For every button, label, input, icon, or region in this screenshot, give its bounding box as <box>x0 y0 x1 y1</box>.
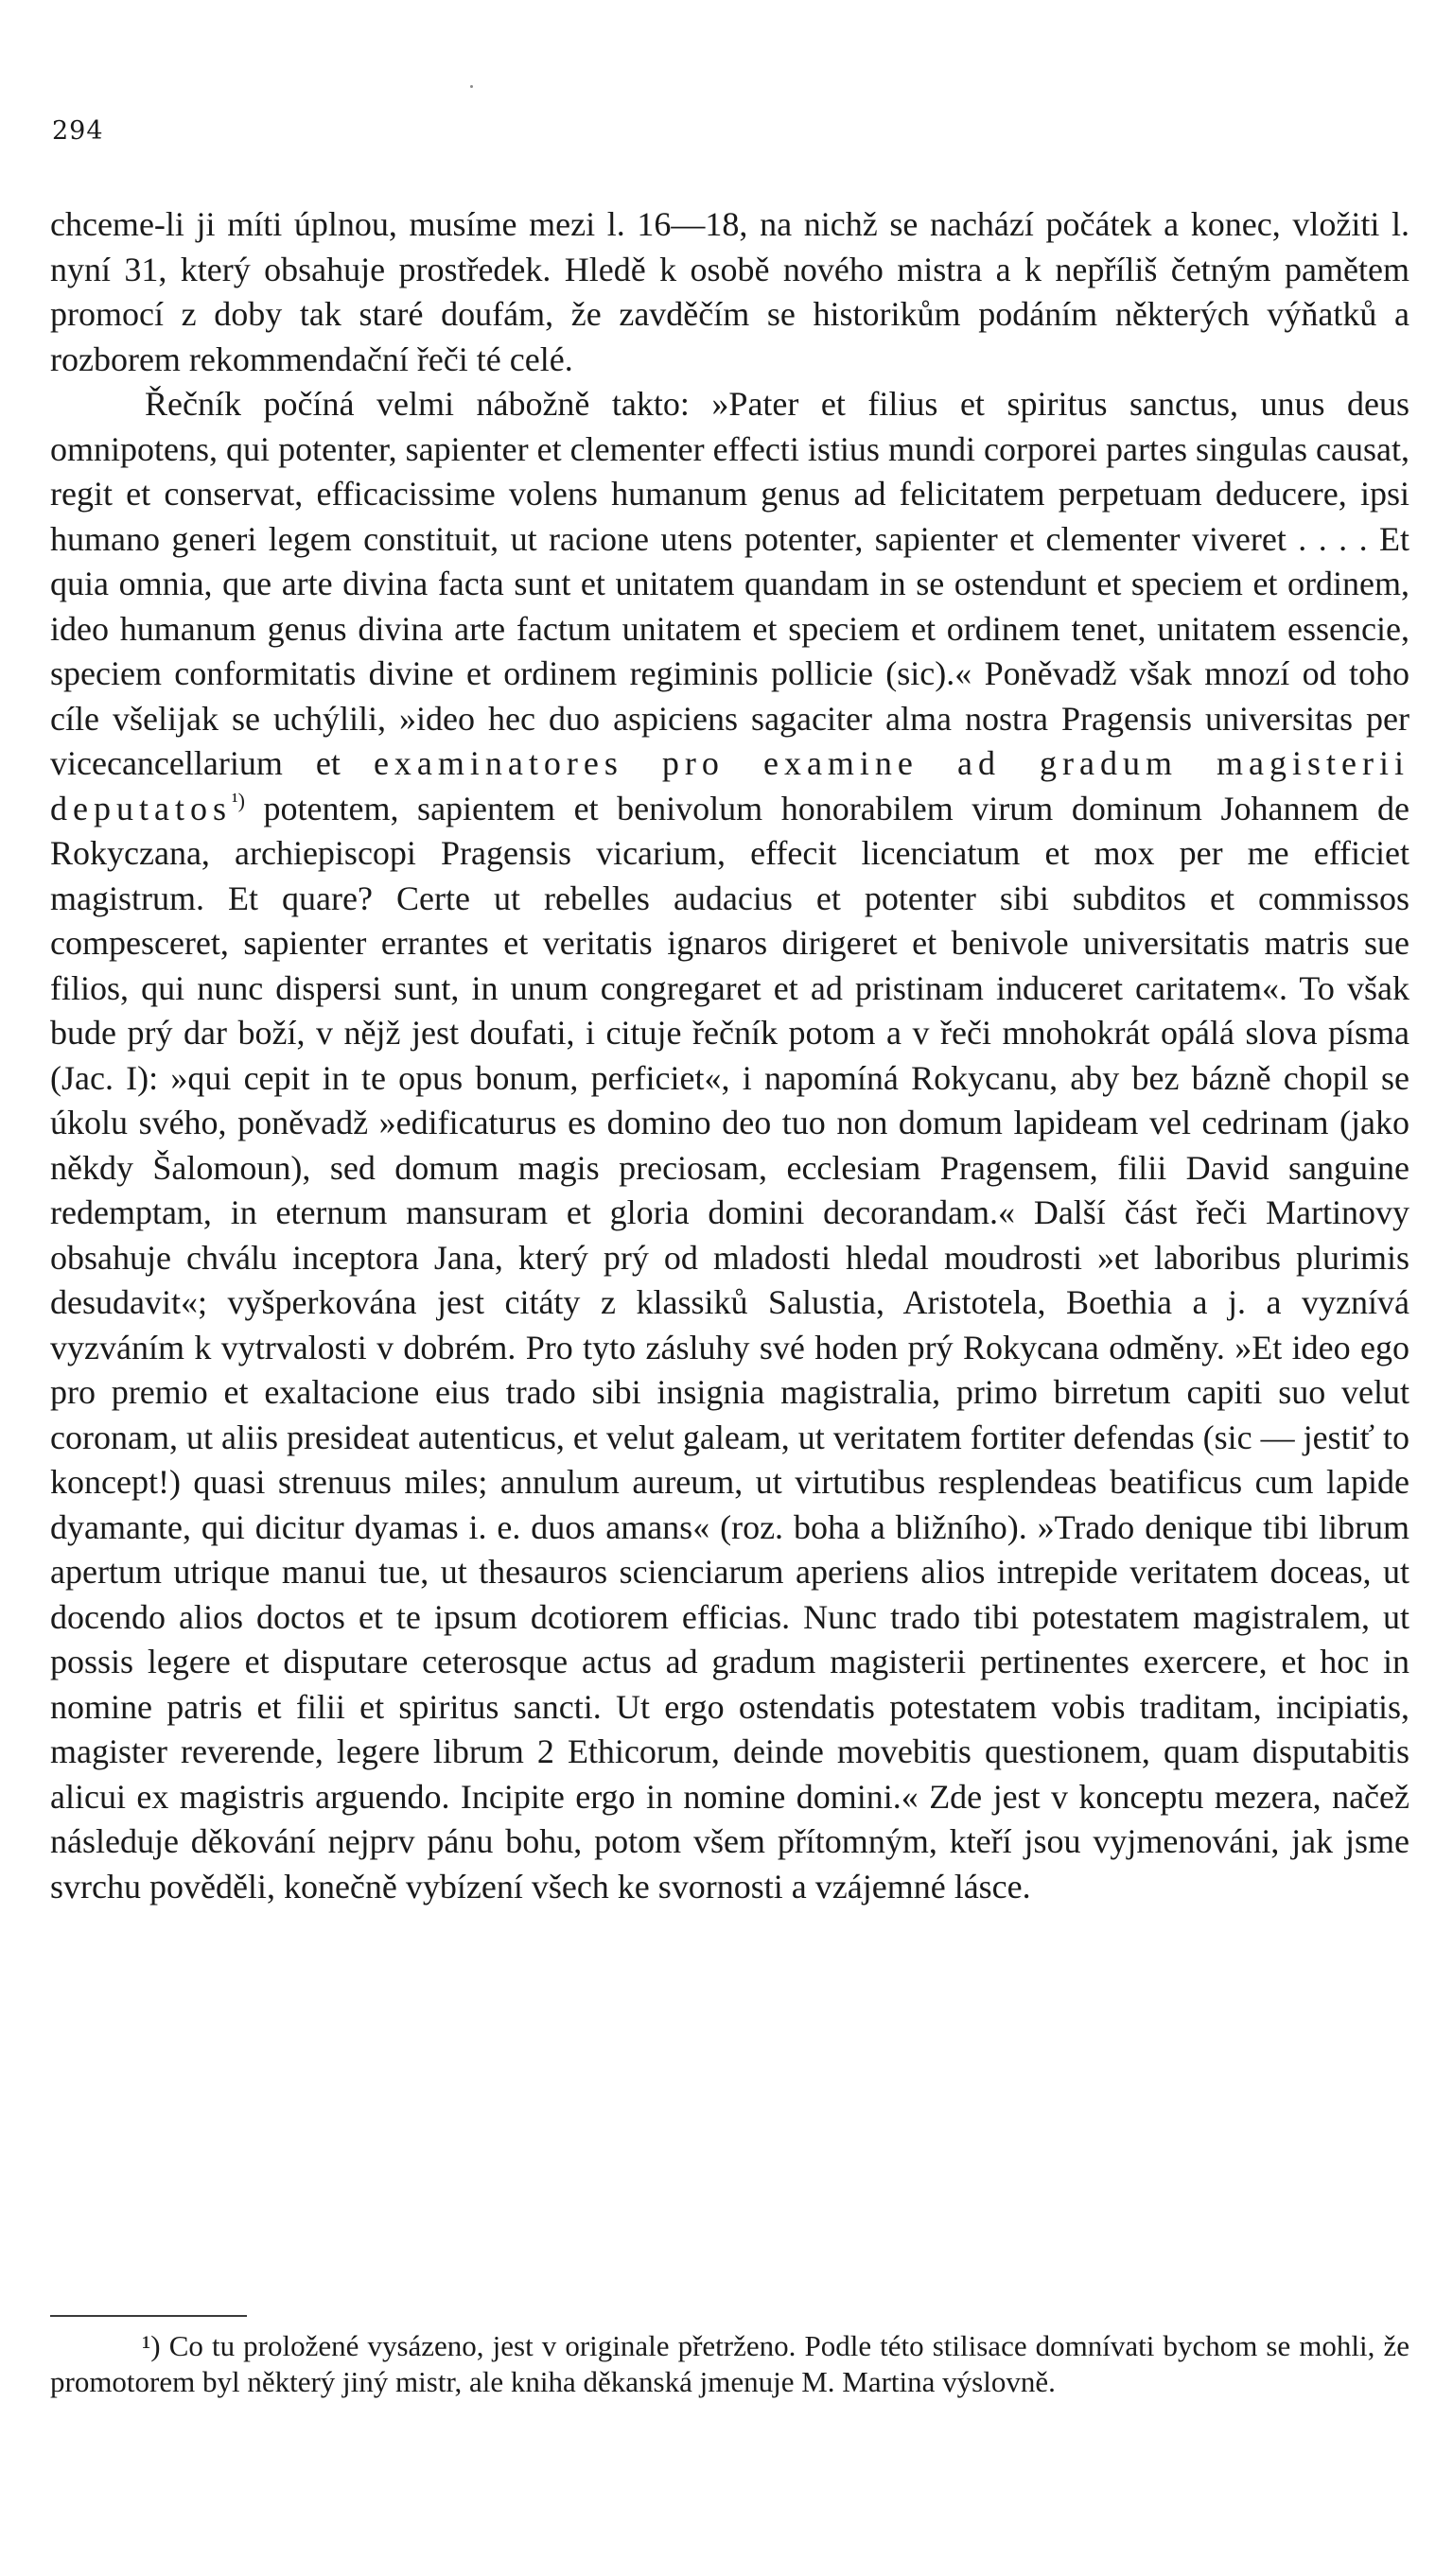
footnote-marker: ¹) <box>142 2329 161 2362</box>
paragraph-speech <box>50 382 1409 1909</box>
body-text <box>50 202 1409 1909</box>
footnote-reference[interactable]: ¹) <box>231 788 245 812</box>
footnote <box>50 2328 1409 2400</box>
spaced-examiners-phrase: examinatores pro examine ad gradum magisterii deputatos <box>50 744 1410 827</box>
paragraph-continuation: chceme-li ji míti úplnou, musíme mezi l. 16—18, na nichž se nachází počátek a konec, vložiti l. nyní 31, který obsahuje prostředek. Hledě k osobě nového mistra a k nepříliš četným pamětem promocí z doby tak staré doufám, že zavděčím se historikům podáním některých výňatků a rozborem rekommendační řeči té celé. <box>50 205 1409 378</box>
speech-continuation-text: potentem, sapientem et benivolum honorabilem virum dominum Johannem de Rokyczana, archiepiscopi Pragensis vicarium, effecit licenciatum et mox per me efficiet magistrum. Et quare? Certe ut rebelles audacius et potenter sibi subditos et commissos compesceret, sapienter errantes et veritatis ignaros dirigeret et benivole universitatis matris sue filios, qui nunc dispersi sunt, in unum congregaret et ad pristinam induceret caritatem«. To však bude prý dar boží, v nějž jest doufati, i cituje řečník potom a v řeči mnohokrát opálá slova písma (Jac. I): »qui cepit in te opus bonum, perficiet«, i napomíná Rokycanu, aby bez bázně chopil se úkolu svého, poněvadž »edificaturus es domino deo tuo non domum lapideam vel cedrinam (jako někdy Šalomoun), sed domum magis preciosam, ecclesiam Pragensem, filii David sanguine redemptam, in eternum mansuram et gloria domini decorandam.« Další část řeči Martinovy obsahuje chválu inceptora Jana, který prý od mladosti hledal moudrosti »et laboribus plurimis desudavit«; vyšperkována jest citáty z klassiků Salustia, Aristotela, Boethia a j. a vyznívá vyzváním k vytrvalosti v dobrém. Pro tyto zásluhy své hoden prý Rokycana odměny. »Et ideo ego pro premio et exaltacione eius trado sibi insignia magistralia, primo birretum capiti suo velut coronam, ut aliis presideat autenticus, et velut galeam, ut veritatem fortiter defendas (sic — jestiť to koncept!) quasi strenuus miles; annulum aureum, ut virtutibus resplendeas beatificus cum lapide dyamante, qui dicitur dyamas i. e. duos amans« (roz. boha a bližního). »Trado denique tibi librum apertum utrique manui tue, ut thesauros scienciarum aperiens alios intrepide veritatem doceas, ut docendo alios doctos et te ipsum dcotiorem efficias. Nunc trado tibi potestatem magistralem, ut possis legere et disputare ceterosque actus ad gradum magisterii pertinentes exercere, et hoc in nomine patris et filii et spiritus sancti. Ut ergo ostendatis potestatem vobis traditam, incipiatis, magister reverende, legere librum 2 Ethicorum, deinde movebitis questionem, quam disputabitis alicui ex magistris arguendo. Incipite ergo in nomine domini.« Zde jest v konceptu mezera, načež následuje děkování nejprv pánu bohu, potom všem přítomným, kteří jsou vyjmenováni, jak jsme svrchu pověděli, konečně vybízení všech ke svornosti a vzájemné lásce. <box>50 789 1409 1906</box>
footnote-divider <box>50 2315 247 2317</box>
footnote-text: Co tu proložené vysázeno, jest v originale přetrženo. Podle této stilisace domnívati bychom se mohli, že promotorem byl některý jiný mistr, ale kniha děkanská jmenuje M. Martina výslovně. <box>50 2329 1409 2398</box>
scan-speck <box>470 85 473 88</box>
page-number: 294 <box>52 116 104 146</box>
speech-opening-text: Řečník počíná velmi nábožně takto: »Pater et filius et spiritus sanctus, unus deus omnipotens, qui potenter, sapienter et clementer effecti istius mundi corporei partes singulas causat, regit et conservat, efficacissime volens humanum genus ad felicitatem perpetuam deducere, ipsi humano generi legem constituit, ut racione utens potenter, sapienter et clementer viveret . . . . Et quia omnia, que arte divina facta sunt et unitatem quandam in se ostendunt et speciem et ordinem, ideo humanum genus divina arte factum unitatem et speciem et ordinem tenet, unitatem essencie, speciem conformitatis divine et ordinem regiminis pollicie (sic).« Poněvadž však mnozí od toho cíle všelijak se uchýlili, »ideo hec duo aspiciens sagaciter alma nostra Pragensis universitas per vicecancellarium et <box>50 385 1409 782</box>
